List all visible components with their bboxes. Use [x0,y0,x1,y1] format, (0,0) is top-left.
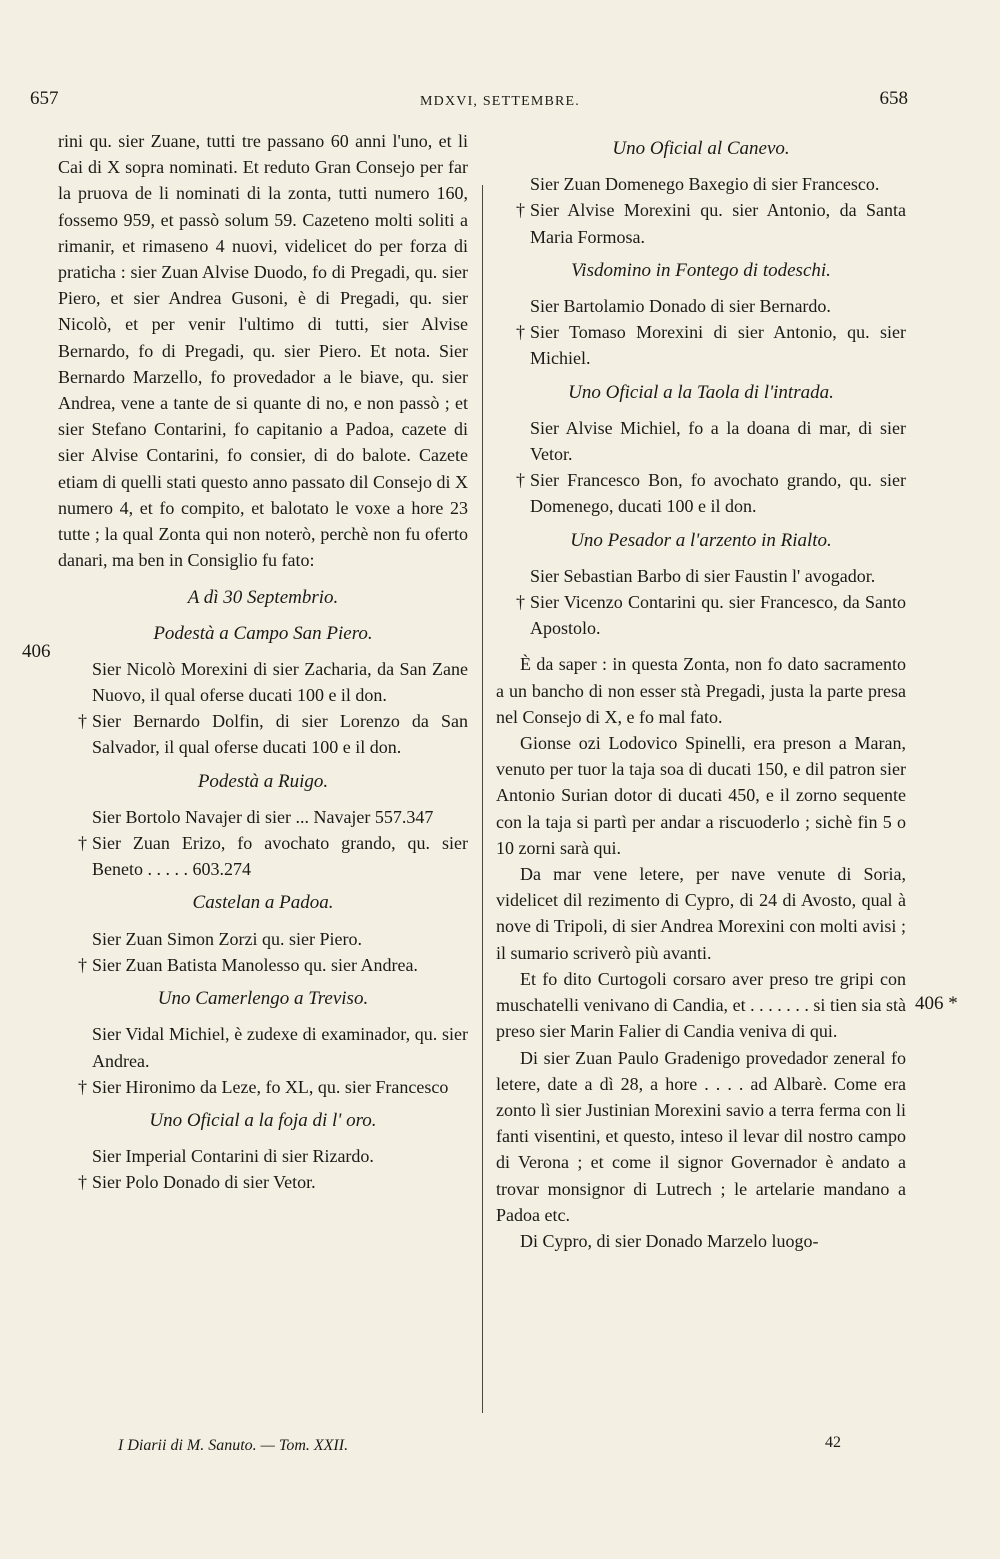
body-paragraph: Di Cypro, di sier Donado Marzelo luogo- [520,1230,819,1251]
dagger-mark: † [516,592,525,613]
page-number-right: 658 [879,88,908,109]
section-title: Podestà a Ruigo. [197,770,329,792]
section-title: Podestà a Campo San Piero. [153,622,373,644]
entry-line [496,319,906,371]
opening-paragraph: rini qu. sier Zuane, tutti tre passano 60 anni l'uno, et li Cai di X sopra nominati. Et reduto Gran Consejo per far la pruova de li nominati di la zonta, tutti numero 160, fossemo 959, et passò solum 59. Cazeteno molti soliti a rimanir, et rimaseno 4 nuovi, videlicet do per forza di praticha : sier Zuan Alvise Duodo, fo di Pregadi, qu. sier Piero, et sier Andrea Gusoni, è di Pregadi, qu. sier Nicolò, et per venir l'ultimo di tutti, sier Alvise Bernardo, fo di Pregadi, qu. sier Piero. Et nota. Sier Bernardo Marzello, fo provedador a le biave, qu. sier Andrea, vene a tante de si quante di no, e non passò ; et sier Stefano Contarini, fo capitanio a Padoa, cazete di sier Alvise Contarini, fo consier, di do balote. Cazete etiam di quelli stati questo anno passato dil Consejo di X numero 4, et fo compito, et balotato le voxe a hore 23 tutte ; la qual Zonta qui non noterò, perchè non fu oferto danari, ma ben in Consiglio fu fato: [58,131,468,571]
entry-line [58,804,468,830]
body-paragraph: È da saper : in questa Zonta, non fo dato sacramento a un bancho di non esser stà Pregadi, justa la parte presa nel Consejo di X, e fo mal fato. [496,654,906,727]
dagger-mark: † [78,833,87,854]
entry-text: Sier Zuan Erizo, fo avochato grando, qu. sier Beneto . . . . . 603.274 [92,833,468,880]
section-title: Uno Camerlengo a Treviso. [157,988,369,1010]
entry-text: Sier Alvise Morexini qu. sier Antonio, da Santa Maria Formosa. [530,200,906,247]
footer-folio: 42 [825,1434,841,1451]
body-paragraph: Di sier Zuan Paulo Gradenigo provedador zeneral fo letere, date a dì 28, a hore . . . . ad Albarè. Come era zonto lì sier Justinian Morexini savio a terra ferma con li fanti visentini, et questo, inteso il levar dil nostro campo di Verona ; et come il signor Governador è andato a trovar monsignor di Lutrech ; le artelarie mandano a Padoa etc. [496,1047,906,1225]
body-paragraph: Da mar vene letere, per nave venute di Soria, videlicet dil rezimento di Cypro, di 24 di Avosto, qual à nove di Tripoli, di sier Andrea Morexini con molti avisi ; il sumario scriverò più avanti. [496,864,906,963]
entry-line [496,589,906,641]
margin-number-right: 406 * [915,993,958,1014]
entry-line [496,467,906,519]
entry-line [496,415,906,467]
entry-text: Sier Sebastian Barbo di sier Faustin l' avogador. [530,565,876,586]
entry-text: Sier Nicolò Morexini di sier Zacharia, da San Zane Nuovo, il qual oferse ducati 100 e il don. [92,658,468,706]
date-heading: A dì 30 Septembrio. [187,587,339,609]
entry-text: Sier Imperial Contarini di sier Rizardo. [92,1146,374,1167]
dagger-mark: † [78,711,87,732]
entry-text: Sier Tomaso Morexini di sier Antonio, qu. sier Michiel. [530,322,906,369]
entry-text: Sier Polo Donado di sier Vetor. [92,1172,316,1193]
entry-line [58,830,468,882]
entry-line [58,926,468,952]
entry-text: Sier Francesco Bon, fo avochato grando, qu. sier Domenego, ducati 100 e il don. [530,470,906,517]
dagger-mark: † [516,200,525,221]
running-header: MDXVI, SETTEMBRE. [419,94,580,109]
entry-line [58,656,468,708]
entry-line [58,952,468,978]
dagger-mark: † [516,470,525,491]
section-title: Uno Oficial a la foja di l' oro. [149,1109,377,1131]
dagger-mark: † [78,954,87,975]
entry-line [58,1021,468,1073]
entry-text: Sier Hironimo da Leze, fo XL, qu. sier Francesco [92,1076,449,1097]
entry-text: Sier Bartolamio Donado di sier Bernardo. [530,296,831,317]
body-paragraph: Gionse ozi Lodovico Spinelli, era preson a Maran, venuto per tuor la taja soa di ducati 150, e dil patron sier Antonio Surian dotor di ducati 450, e il zorno sequente con la taja si partì per andar a riscuoderlo ; sichè fin 5 o 10 zorni sarà qui. [496,733,906,858]
entry-text: Sier Zuan Batista Manolesso qu. sier Andrea. [92,954,418,975]
entry-text: Sier Vidal Michiel, è zudexe di examinador, qu. sier Andrea. [92,1024,468,1071]
entry-line [496,563,906,589]
section-title: Uno Oficial al Canevo. [612,138,790,159]
entry-line [496,293,906,319]
entry-text: Sier Bernardo Dolfin, di sier Lorenzo da San Salvador, il qual oferse ducati 100 e il don. [92,711,468,758]
dagger-mark: † [78,1172,87,1193]
entry-line [496,197,906,249]
spacer [496,641,906,651]
margin-number-left: 406 [22,641,51,662]
footer-citation: I Diarii di M. Sanuto. — Tom. XXII. [118,1437,349,1454]
entry-line [496,171,906,197]
dagger-mark: † [516,322,525,343]
entry-line [58,708,468,760]
left-column [58,128,468,1196]
section-title: Uno Oficial a la Taola di l'intrada. [568,381,834,403]
entry-text: Sier Bortolo Navajer di sier ... Navajer 557.347 [92,806,434,827]
entry-text: Sier Zuan Simon Zorzi qu. sier Piero. [92,928,362,949]
column-divider [482,185,483,1413]
entry-text: Sier Vicenzo Contarini qu. sier Francesco, da Santo Apostolo. [530,592,906,639]
entry-text: Sier Zuan Domenego Baxegio di sier Francesco. [530,174,880,195]
body-paragraph: Et fo dito Curtogoli corsaro aver preso tre gripi con muschatelli venivano di Candia, et . . . . . . . si tien sia stà preso sier Marin Falier di Candia veniva di qui. [496,968,906,1042]
section-title: Uno Pesador a l'arzento in Rialto. [570,529,832,551]
section-title: Castelan a Padoa. [192,892,334,914]
section-title: Visdomino in Fontego di todeschi. [571,259,831,281]
right-column [496,128,906,1254]
dagger-mark: † [78,1076,87,1097]
entry-line [58,1074,468,1100]
page-number-left: 657 [30,88,59,109]
entry-line [58,1143,468,1169]
entry-text: Sier Alvise Michiel, fo a la doana di mar, di sier Vetor. [530,417,906,465]
entry-line [58,1169,468,1195]
